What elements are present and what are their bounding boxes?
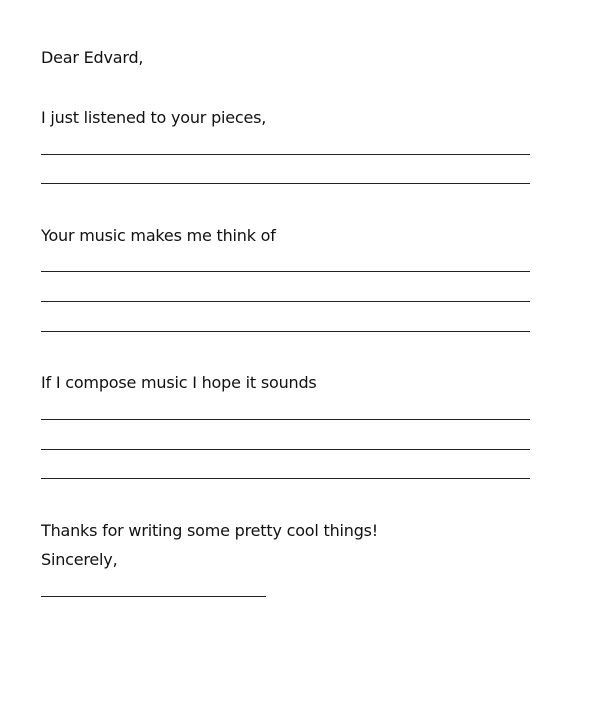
prompt-compose: If I compose music I hope it sounds <box>41 373 317 392</box>
writing-line[interactable] <box>41 478 530 479</box>
writing-line[interactable] <box>41 183 530 184</box>
writing-line[interactable] <box>41 331 530 332</box>
writing-line[interactable] <box>41 301 530 302</box>
writing-line[interactable] <box>41 449 530 450</box>
writing-line[interactable] <box>41 154 530 155</box>
closing-sincerely: Sincerely, <box>41 550 118 569</box>
greeting: Dear Edvard, <box>41 48 144 67</box>
prompt-listened: I just listened to your pieces, <box>41 108 267 127</box>
prompt-think-of: Your music makes me think of <box>41 226 276 245</box>
writing-line[interactable] <box>41 419 530 420</box>
closing-thanks: Thanks for writing some pretty cool things! <box>41 521 379 540</box>
signature-line[interactable] <box>41 596 266 597</box>
writing-line[interactable] <box>41 271 530 272</box>
